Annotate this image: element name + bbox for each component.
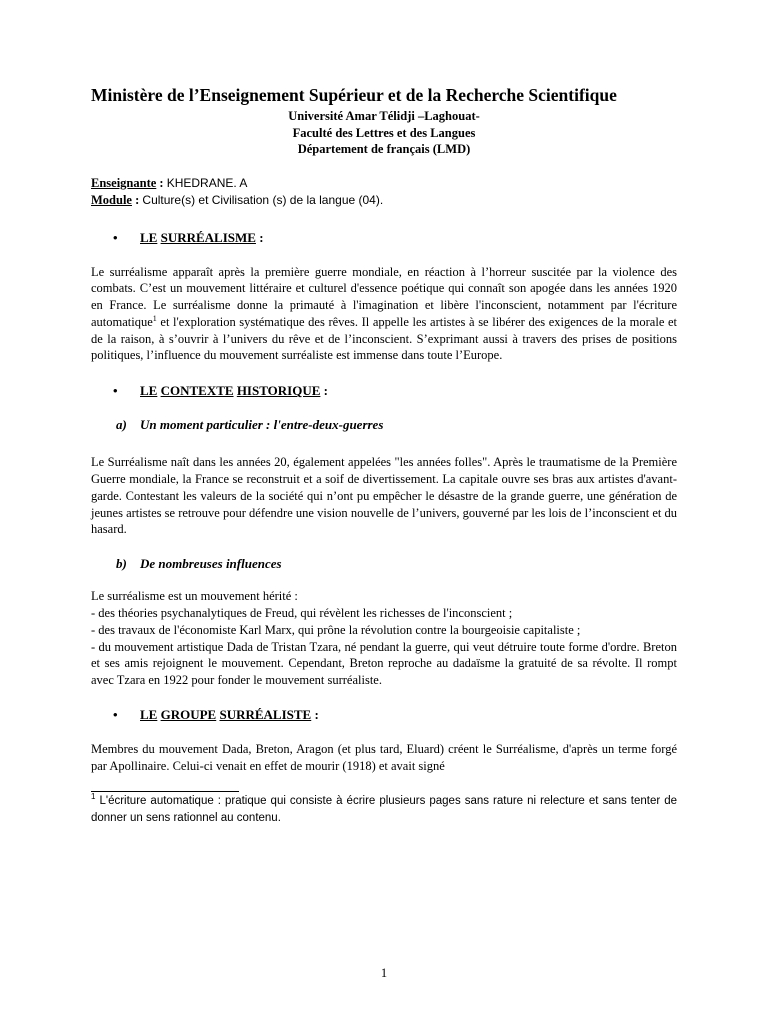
influences-list xyxy=(91,588,677,689)
section-heading-surrealisme xyxy=(91,229,677,247)
list-item: - du mouvement artistique Dada de Tristan Tzara, né pendant la guerre, qui veut détruire toute forme d'ordre. Breton et ses amis rejoignent le mouvement. Cependant, Breton reproche au dadaïsme la gratuité de sa révolte. Il rompt avec Tzara en 1922 pour fonder le mouvement surréaliste. xyxy=(91,639,677,688)
institution-block xyxy=(91,108,677,158)
document-page xyxy=(91,84,677,827)
subheading-entre-deux-guerres xyxy=(91,416,677,434)
ministry-title: Ministère de l’Enseignement Supérieur et de la Recherche Scientifique xyxy=(91,85,617,105)
page-number: 1 xyxy=(380,966,388,980)
footnote-ref: 1 xyxy=(152,313,157,323)
paragraph-groupe: Membres du mouvement Dada, Breton, Aragon (et plus tard, Eluard) créent le Surréalisme, d'après un terme forgé par Apollinaire. Celui-ci venait en effet de mourir (1918) et avait signé xyxy=(91,742,677,773)
module-line xyxy=(91,192,677,209)
bullet-icon: • xyxy=(113,383,118,399)
heading-tail: : xyxy=(255,229,264,245)
heading-word: GROUPE xyxy=(160,707,217,723)
heading-word: LE xyxy=(140,707,158,723)
list-item: - des travaux de l'économiste Karl Marx, qui prône la révolution contre la bourgeoisie capitaliste ; xyxy=(91,622,581,637)
paragraph-text: et l'exploration systématique des rêves. Il appelle les artistes à se libérer des exigences de la morale et de la raison, à s’ouvrir à l’univers du rêve et de l’inconscient. S’exprimant aussi à travers des prises de positions politiques, l’influence du mouvement surréaliste est immense dans toute l’Europe. xyxy=(91,314,677,363)
footnote-number: 1 xyxy=(91,791,96,801)
teacher-colon: : xyxy=(156,175,167,190)
subheading-marker: a) xyxy=(116,417,127,433)
list-item: - des théories psychanalytiques de Freud, qui révèlent les richesses de l'inconscient ; xyxy=(91,606,513,621)
teacher-label: Enseignante xyxy=(91,175,157,190)
module-colon: : xyxy=(131,192,143,207)
footnote-text: L'écriture automatique : pratique qui consiste à écrire plusieurs pages sans rature ni relecture et sans tenter de donner un sens rationnel au contenu. xyxy=(91,794,677,824)
footnote-separator xyxy=(91,791,239,792)
heading-word: SURRÉALISME xyxy=(160,229,256,245)
university-name: Université Amar Télidji –Laghouat- xyxy=(288,109,480,123)
subheading-text: De nombreuses influences xyxy=(140,556,282,572)
subheading-text: Un moment particulier : l'entre-deux-guerres xyxy=(140,417,384,433)
paragraph-text: Le surréalisme apparaît après la première guerre mondiale, en réaction à l’horreur suscitée par la violence des combats. C’est un mouvement littéraire et culturel d'essence poétique qui connaît son apogée dans les années 1920 en France. Le surréalisme donne la primauté à l'imagination et libère l'inconscient, notamment par l'écriture automatique xyxy=(91,264,677,329)
influences-intro: Le surréalisme est un mouvement hérité : xyxy=(91,589,298,604)
heading-word: LE xyxy=(140,383,158,399)
heading-word: SURRÉALISTE xyxy=(219,707,312,723)
teacher-value: KHEDRANE. A xyxy=(166,175,248,190)
paragraph-surrealisme xyxy=(91,264,677,365)
footnote xyxy=(91,793,677,827)
heading-tail: : xyxy=(311,707,319,723)
module-value: Culture(s) et Civilisation (s) de la langue (04). xyxy=(142,192,384,207)
department-name: Département de français (LMD) xyxy=(297,142,471,156)
bullet-icon: • xyxy=(113,229,118,245)
heading-word: CONTEXTE xyxy=(160,383,234,399)
heading-word: HISTORIQUE xyxy=(236,383,321,399)
faculty-name: Faculté des Lettres et des Langues xyxy=(292,125,476,140)
paragraph-contexte: Le Surréalisme naît dans les années 20, également appelées "les années folles". Après le traumatisme de la Première Guerre mondiale, la France se reconstruit et a soif de divertissement. La capitale ouvre ses bras aux artistes d'avant-garde. Contestant les valeurs de la société qui n’ont pu empêcher le désastre de la grande guerre, une génération de jeunes artistes se retrouve pour défendre une vision nouvelle de l’univers, gouverné par les lois de l’inconscient et du hasard. xyxy=(91,455,677,537)
section-heading-contexte xyxy=(91,382,677,400)
subheading-marker: b) xyxy=(116,556,127,572)
heading-tail: : xyxy=(320,383,328,399)
subheading-influences xyxy=(91,555,677,573)
bullet-icon: • xyxy=(113,707,118,723)
module-label: Module xyxy=(91,192,132,207)
teacher-line xyxy=(91,175,677,192)
heading-word: LE xyxy=(140,229,158,245)
section-heading-groupe xyxy=(91,706,677,724)
course-meta xyxy=(91,175,677,209)
